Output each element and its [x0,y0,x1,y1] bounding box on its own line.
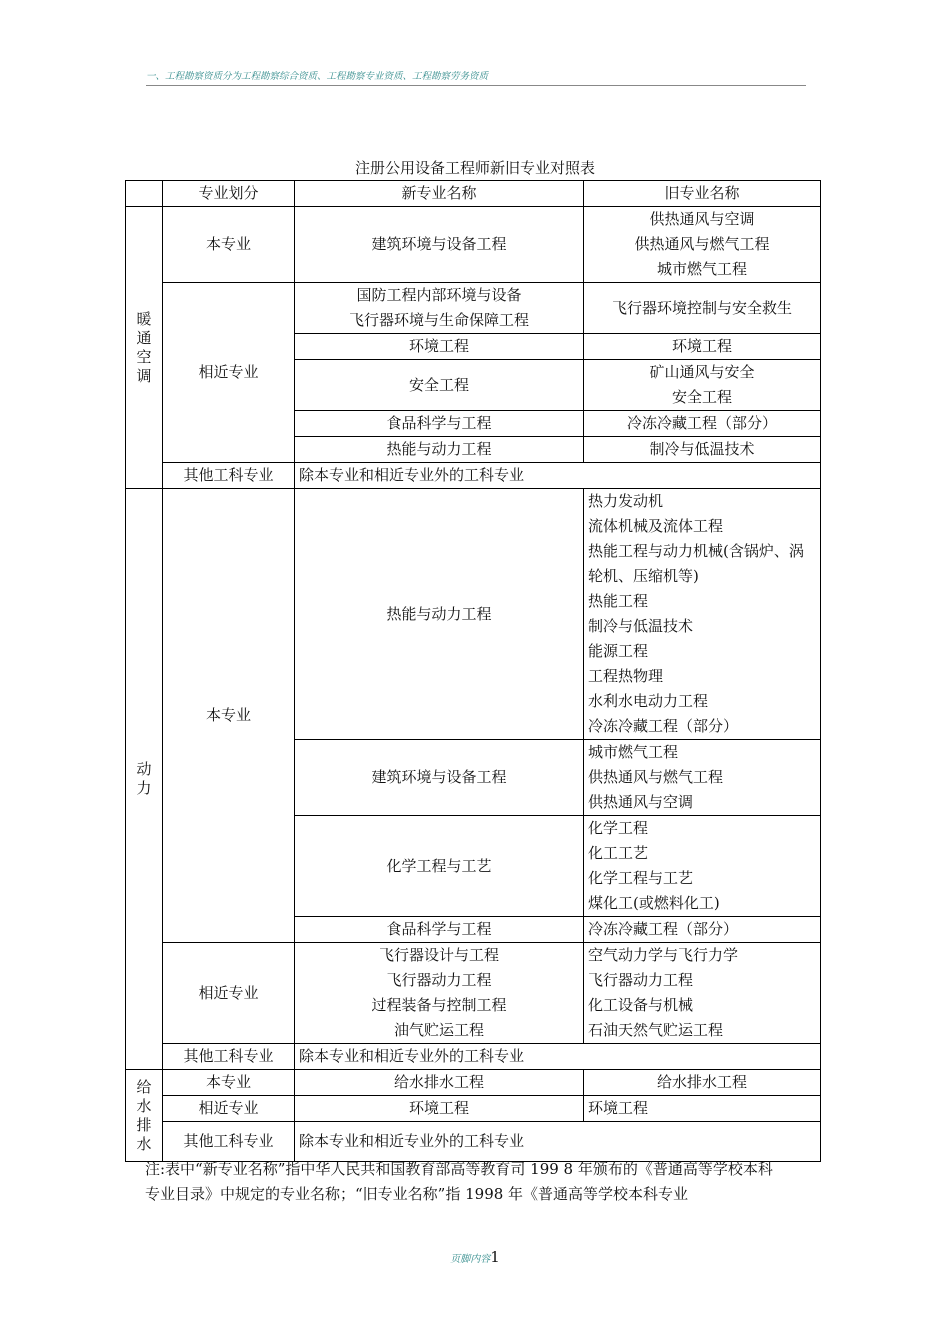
header-division: 专业划分 [163,181,295,207]
table-row [126,207,821,283]
division-near: 相近专业 [163,1096,295,1122]
table-row [126,1070,821,1096]
division-main: 本专业 [163,489,295,943]
old-major-list: 供热通风与空调 供热通风与燃气工程 城市燃气工程 [584,207,821,283]
old-major-list: 矿山通风与安全 安全工程 [584,360,821,411]
footnote: 注:表中“新专业名称”指中华人民共和国教育部高等教育司 199 8 年颁布的《普通高等学校本科专业目录》中规定的专业名称；“旧专业名称”指 1998 年《普通高等学校本科专业 [145,1160,773,1203]
old-major-list: 热力发动机 流体机械及流体工程 热能工程与动力机械(含锅炉、涡轮机、压缩机等) 热能工程 制冷与低温技术 能源工程 工程热物理 水利水电动力工程 冷冻冷藏工程（部分） [584,489,821,740]
new-major: 建筑环境与设备工程 [295,207,584,283]
new-major: 热能与动力工程 [295,489,584,740]
category-water: 给 水 排 水 [126,1070,163,1162]
new-major: 环境工程 [295,1096,584,1122]
old-major: 飞行器环境控制与安全救生 [584,283,821,334]
old-major: 环境工程 [584,1096,821,1122]
division-other: 其他工科专业 [163,463,295,489]
table-title: 注册公用设备工程师新旧专业对照表 [354,159,595,177]
category-hvac: 暖 通 空 调 [126,207,163,489]
new-major: 食品科学与工程 [295,411,584,437]
division-other: 其他工科专业 [163,1044,295,1070]
new-major: 食品科学与工程 [295,917,584,943]
division-main: 本专业 [163,1070,295,1096]
table-row [126,1122,821,1162]
table-row [126,1044,821,1070]
old-major: 冷冻冷藏工程（部分） [584,411,821,437]
division-other: 其他工科专业 [163,1122,295,1162]
table-row [126,1096,821,1122]
other-majors: 除本专业和相近专业外的工科专业 [295,1122,821,1162]
table-header-row [126,181,821,207]
table-row [126,283,821,334]
table-row [126,489,821,740]
old-major: 环境工程 [584,334,821,360]
new-major: 给水排水工程 [295,1070,584,1096]
table-row [126,943,821,1044]
old-major: 冷冻冷藏工程（部分） [584,917,821,943]
comparison-table [125,180,821,1162]
division-near: 相近专业 [163,283,295,463]
other-majors: 除本专业和相近专业外的工科专业 [295,1044,821,1070]
header-blank [126,181,163,207]
page-number: 1 [490,1248,500,1266]
division-main: 本专业 [163,207,295,283]
new-major: 建筑环境与设备工程 [295,740,584,816]
new-major-list: 国防工程内部环境与设备 飞行器环境与生命保障工程 [295,283,584,334]
division-near: 相近专业 [163,943,295,1044]
footer-label: 页脚内容 [450,1254,491,1265]
new-major: 化学工程与工艺 [295,816,584,917]
old-major: 给水排水工程 [584,1070,821,1096]
new-major: 安全工程 [295,360,584,411]
page-footer [0,1248,950,1266]
header-old-major: 旧专业名称 [584,181,821,207]
old-major-list: 城市燃气工程 供热通风与燃气工程 供热通风与空调 [584,740,821,816]
table-row [126,463,821,489]
new-major-list: 飞行器设计与工程 飞行器动力工程 过程装备与控制工程 油气贮运工程 [295,943,584,1044]
new-major: 环境工程 [295,334,584,360]
old-major: 制冷与低温技术 [584,437,821,463]
old-major-list: 空气动力学与飞行力学 飞行器动力工程 化工设备与机械 石油天然气贮运工程 [584,943,821,1044]
old-major-list: 化学工程 化工工艺 化学工程与工艺 煤化工(或燃料化工) [584,816,821,917]
page-header: 一、工程勘察资质分为工程勘察综合资质、工程勘察专业资质、工程勘察劳务资质 [146,68,806,86]
header-new-major: 新专业名称 [295,181,584,207]
other-majors: 除本专业和相近专业外的工科专业 [295,463,821,489]
new-major: 热能与动力工程 [295,437,584,463]
category-power: 动 力 [126,489,163,1070]
